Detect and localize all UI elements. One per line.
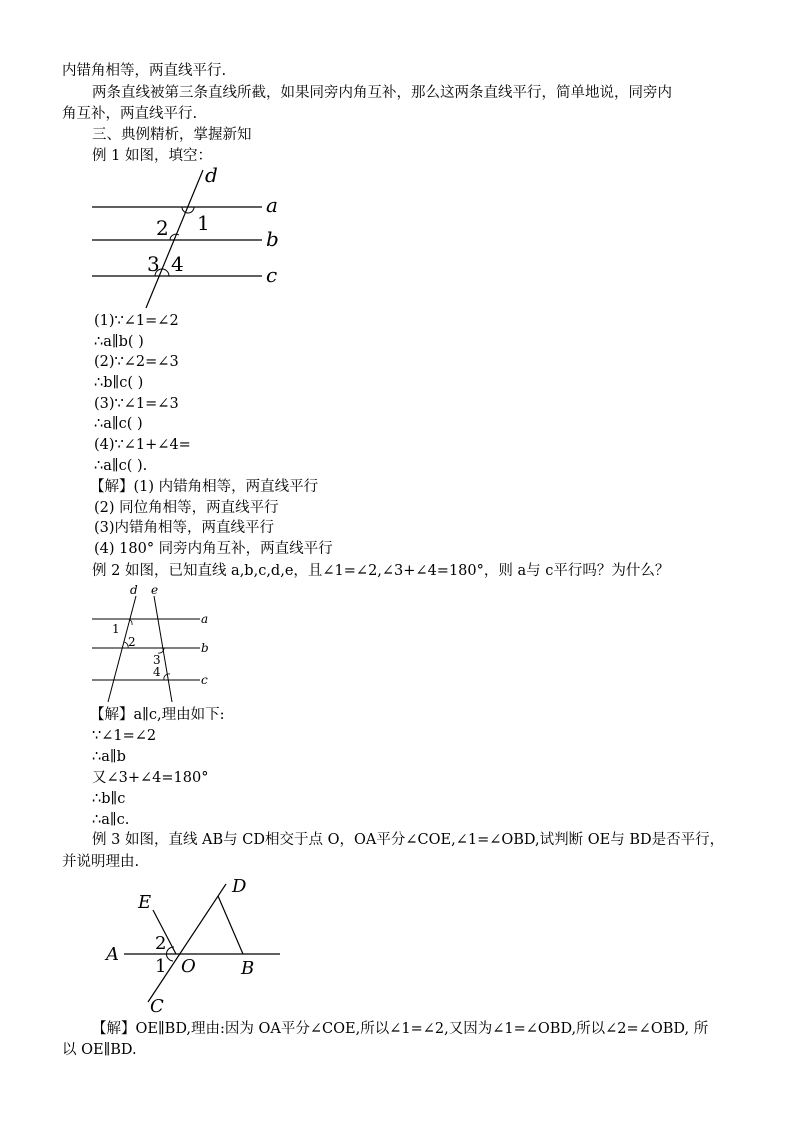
ex1-solution-2: (2) 同位角相等，两直线平行 [94,500,279,516]
line-d [146,170,203,308]
ex1-item-2: ∴a∥b( ) [94,334,144,350]
ex1-solution-1: 【解】(1) 内错角相等，两直线平行 [90,479,319,495]
line-d [108,596,136,702]
label-angle-4: 4 [153,665,161,679]
example-3-title-line-2: 并说明理由. [62,854,140,870]
label-A: A [106,944,119,965]
line-e [154,596,172,702]
label-c: c [201,673,208,687]
ex1-item-4: ∴b∥c( ) [94,375,144,391]
label-angle-2: 2 [128,635,136,649]
label-O: O [181,956,196,977]
ex1-solution-4: (4) 180° 同旁内角互补，两直线平行 [94,541,333,557]
label-e: e [151,583,159,597]
example-3-title-line-1: 例 3 如图，直线 AB与 CD相交于点 O，OA平分∠COE,∠1=∠OBD,试判断 OE与 BD是否平行， [92,832,725,848]
label-B: B [241,958,255,979]
label-angle-3: 3 [153,653,161,667]
label-C: C [150,996,164,1017]
ex2-solution-5: ∴b∥c [92,791,126,807]
ex3-solution-line-1: 【解】OE∥BD,理由:因为 OA平分∠COE,所以∠1=∠2,又因为∠1=∠OBD,所以∠2=∠OBD, 所 [92,1021,709,1037]
label-b: b [266,227,279,251]
label-E: E [138,892,152,913]
ex1-item-8: ∴a∥c( ). [94,458,148,474]
label-angle-2: 2 [155,933,167,954]
intro-line-2: 两条直线被第三条直线所截，如果同旁内角互补，那么这两条直线平行，简单地说，同旁内 [92,85,672,101]
ex3-solution-line-2: 以 OE∥BD. [62,1042,137,1058]
label-d: d [130,583,138,597]
ex2-solution-6: ∴a∥c. [92,812,130,828]
segment-BD [218,896,243,954]
label-angle-3: 3 [147,252,160,276]
label-angle-1: 1 [112,622,120,636]
ex1-item-6: ∴a∥c( ) [94,416,143,432]
example-3-figure [100,870,300,1016]
example-2-title: 例 2 如图，已知直线 a,b,c,d,e，且∠1=∠2,∠3+∠4=180°，则 a与 c平行吗？为什么？ [92,563,670,579]
ex1-item-7: (4)∵∠1+∠4= [94,437,191,453]
example-2-figure [90,582,220,708]
ex1-solution-3: (3)内错角相等，两直线平行 [94,520,275,536]
ex2-solution-1: 【解】a∥c,理由如下: [90,707,225,723]
ex2-solution-4: 又∠3+∠4=180° [92,770,209,786]
example-1-title: 例 1 如图，填空： [92,148,212,164]
ex1-item-1: (1)∵∠1=∠2 [94,313,179,329]
label-angle-4: 4 [171,252,184,276]
angle-mark-1 [182,207,194,213]
ex1-item-5: (3)∵∠1=∠3 [94,396,179,412]
label-angle-2: 2 [156,216,169,240]
ex2-solution-3: ∴a∥b [92,749,126,765]
label-angle-1: 1 [197,211,210,235]
ex1-item-3: (2)∵∠2=∠3 [94,354,179,370]
label-b: b [201,641,209,655]
example-1-figure [90,164,290,310]
intro-line-3: 角互补，两直线平行. [62,106,198,122]
label-D: D [232,876,247,897]
label-a: a [201,612,209,626]
section-heading: 三、典例精析，掌握新知 [92,127,252,143]
label-angle-1: 1 [155,956,167,977]
label-a: a [266,193,278,217]
ex2-solution-2: ∵∠1=∠2 [92,728,157,744]
label-d: d [205,163,218,187]
label-c: c [266,263,278,287]
intro-line-1: 内错角相等，两直线平行. [62,63,227,79]
